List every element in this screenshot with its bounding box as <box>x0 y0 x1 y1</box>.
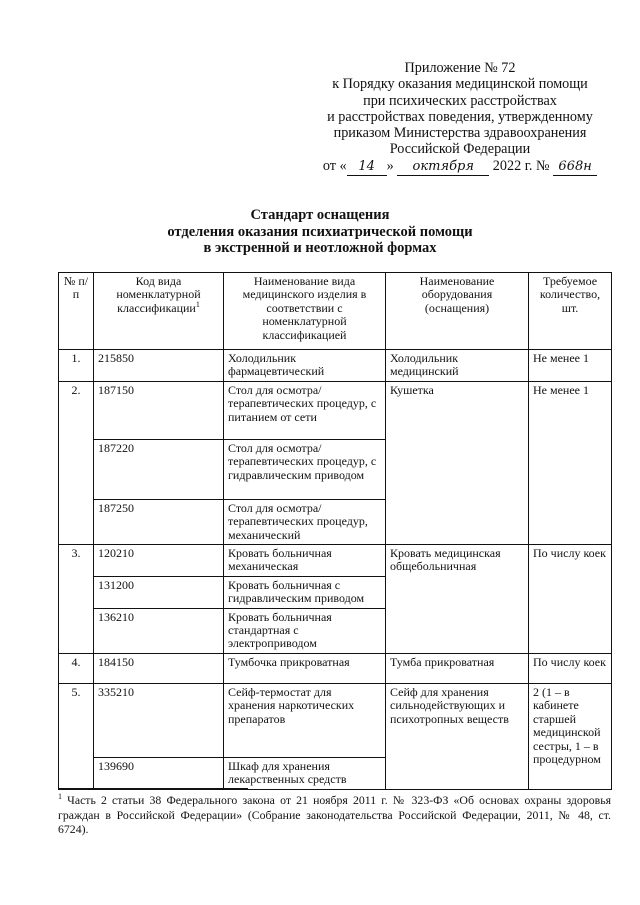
row-num: 3. <box>59 545 94 654</box>
row-equipment: Сейф для хранения сильнодействующих и психотропных веществ <box>386 683 529 789</box>
header-line: Российской Федерации <box>389 141 531 158</box>
row-equipment: Кровать медицинская общебольничная <box>386 545 529 654</box>
row-num: 5. <box>59 683 94 789</box>
col-header-code <box>94 273 224 350</box>
col-header-qty: Требуемое количество, шт. <box>529 273 612 350</box>
date-mid: » <box>386 157 394 174</box>
row-code: 184150 <box>94 653 224 683</box>
title-line: в экстренной и неотложной формах <box>203 240 437 256</box>
row-name: Кровать больничная с гидравлическим приводом <box>224 576 386 608</box>
row-name: Стол для осмотра/терапевтических процедур, с питанием от сети <box>224 381 386 439</box>
col-header-equipment: Наименование оборудования (оснащения) <box>386 273 529 350</box>
table-row <box>59 350 612 382</box>
row-qty: Не менее 1 <box>529 350 612 382</box>
row-code: 187150 <box>94 381 224 439</box>
row-name: Тумбочка прикроватная <box>224 653 386 683</box>
footnote <box>58 793 611 837</box>
row-qty: Не менее 1 <box>529 381 612 544</box>
footnote-ref: 1 <box>195 299 200 309</box>
row-name: Сейф-термостат для хранения наркотических препаратов <box>224 683 386 757</box>
row-code: 187250 <box>94 499 224 544</box>
title-line: Стандарт оснащения <box>250 207 390 223</box>
row-code: 120210 <box>94 545 224 577</box>
table-row <box>59 683 612 757</box>
header-line: приказом Министерства здравоохранения <box>333 125 587 142</box>
date-month: октября <box>397 159 489 176</box>
document-header <box>300 60 620 176</box>
row-code: 139690 <box>94 757 224 789</box>
title-line: отделения оказания психиатрической помощи <box>167 223 473 240</box>
row-code: 136210 <box>94 608 224 653</box>
row-equipment: Тумба прикроватная <box>386 653 529 683</box>
row-name: Кровать больничная стандартная с электроприводом <box>224 608 386 653</box>
header-line: и расстройствах поведения, утвержденному <box>327 108 593 125</box>
row-qty: 2 (1 – в кабинете старшей медицинской сестры, 1 – в процедурном <box>529 683 612 789</box>
col-header-code-text: Код вида номенклатурной классификации <box>116 274 201 315</box>
row-num: 1. <box>59 350 94 382</box>
table-header-row <box>59 273 612 350</box>
date-year: 2022 г. № <box>492 157 550 174</box>
col-header-name: Наименование вида медицинского изделия в соответствии с номенклатурной классификацией <box>224 273 386 350</box>
col-header-num: № п/п <box>59 273 94 350</box>
header-line: к Порядку оказания медицинской помощи <box>332 76 588 93</box>
date-prefix: от « <box>322 157 347 174</box>
row-code: 335210 <box>94 683 224 757</box>
row-code: 131200 <box>94 576 224 608</box>
row-name: Стол для осмотра/терапевтических процедур, механический <box>224 499 386 544</box>
row-name: Кровать больничная механическая <box>224 545 386 577</box>
row-code: 215850 <box>94 350 224 382</box>
order-date-line <box>300 158 620 176</box>
row-equipment: Холодильник медицинский <box>386 350 529 382</box>
footnote-divider <box>58 788 248 789</box>
table-row <box>59 545 612 577</box>
row-name: Шкаф для хранения лекарственных средств <box>224 757 386 789</box>
row-num: 2. <box>59 381 94 544</box>
document-title <box>0 207 640 257</box>
footnote-text: Часть 2 статьи 38 Федерального закона от 21 ноября 2011 г. № 323-ФЗ «Об основах охраны здоровья граждан в Российской Федерации» (Собрание законодательства Российской Федерации, 2011, № 48, ст. 6724). <box>58 793 612 836</box>
equipment-standard-table <box>58 272 612 790</box>
row-name: Холодильник фармацевтический <box>224 350 386 382</box>
header-line: при психических расстройствах <box>363 92 557 109</box>
footnote-mark: 1 <box>58 792 62 802</box>
row-qty: По числу коек <box>529 545 612 654</box>
row-name: Стол для осмотра/терапевтических процедур, с гидравлическим приводом <box>224 439 386 499</box>
date-day: 14 <box>347 159 387 176</box>
order-number: 668н <box>553 159 597 176</box>
appendix-number: Приложение № 72 <box>404 60 516 76</box>
row-equipment: Кушетка <box>386 381 529 544</box>
row-num: 4. <box>59 653 94 683</box>
row-qty: По числу коек <box>529 653 612 683</box>
table-row <box>59 653 612 683</box>
table-row <box>59 381 612 439</box>
row-code: 187220 <box>94 439 224 499</box>
